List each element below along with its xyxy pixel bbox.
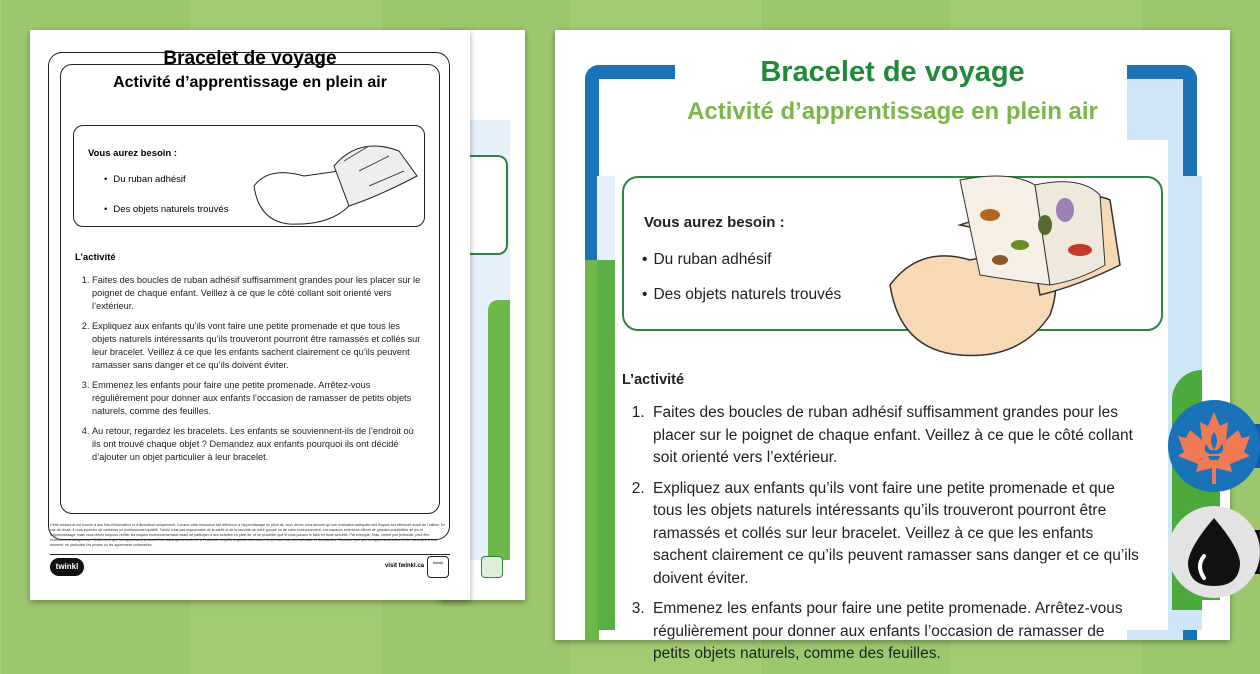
needs-heading: Vous aurez besoin : <box>88 148 178 159</box>
approved-badge-back <box>481 556 503 578</box>
wrist-bracelet-illustration <box>249 126 429 226</box>
need-item: • Du ruban adhésif <box>642 242 841 277</box>
activity-heading: L’activité <box>75 252 116 263</box>
twinkl-logo: twinkl <box>50 558 84 576</box>
step-item: 3. Emmenez les enfants pour faire une petite promenade. Arrêtez-vous régulièrement pour donner aux enfants l’occasion de ramasser de petits objets naturels, comme des feuilles. <box>92 379 421 418</box>
need-item: • Du ruban adhésif <box>104 168 228 191</box>
maple-leaf-icon <box>1168 400 1260 492</box>
step-item: 1. Faites des boucles de ruban adhésif suffisamment grandes pour les placer sur le poignet de chaque enfant. Veillez à ce que le côté collant soit orienté vers l’extérieur. <box>649 402 1145 470</box>
ink-drop-icon <box>1168 506 1260 598</box>
preview-page-bw <box>30 30 470 600</box>
page-subtitle: Activité d’apprentissage en plein air <box>113 74 387 91</box>
materials-box <box>73 125 425 227</box>
activity-heading: L’activité <box>622 372 685 388</box>
page-title: Bracelet de voyage <box>163 48 337 69</box>
page-title: Bracelet de voyage <box>760 56 1025 88</box>
approved-badge: twinkl <box>427 556 449 578</box>
page-subtitle: Activité d’apprentissage en plein air <box>687 98 1098 125</box>
visit-link[interactable]: visit twinkl.ca <box>385 563 425 569</box>
wrist-bracelet-illustration <box>880 165 1200 365</box>
need-item: • Des objets naturels trouvés <box>642 277 841 312</box>
step-item: 4. Au retour, regardez les bracelets. Les enfants se souviennent-ils de l’endroit où ils ont trouvé chaque objet ? Demandez aux enfants pourquoi ils ont décidé d’ajouter un objet particulier à leur bracelet. <box>92 425 421 464</box>
step-item: 3. Emmenez les enfants pour faire une petite promenade. Arrêtez-vous régulièrement pour donner aux enfants l’occasion de ramasser de petits objets naturels, comme des feuilles. <box>649 598 1145 666</box>
step-item: 2. Expliquez aux enfants qu’ils vont faire une petite promenade et que tous les objets naturels intéressants qu’ils trouveront pourront être ramassés et collés sur leur bracelet. Veillez à ce que les enfants sachent clairement ce qu’ils peuvent ramasser sans danger et ce qu’ils doivent éviter. <box>649 478 1145 591</box>
step-item: 1. Faites des boucles de ruban adhésif suffisamment grandes pour les placer sur le poignet de chaque enfant. Veillez à ce que le côté collant soit orienté vers l’extérieur. <box>92 274 421 313</box>
need-item: • Des objets naturels trouvés <box>104 198 228 221</box>
step-item: 2. Expliquez aux enfants qu’ils vont faire une petite promenade et que tous les objets naturels intéressants qu’ils trouveront pourront être ramassés et collés sur leur bracelet. Veillez à ce que les enfants sachent clairement ce qu’ils peuvent ramasser sans danger et ce qu’ils doivent éviter. <box>92 320 421 372</box>
needs-heading: Vous aurez besoin : <box>644 214 785 231</box>
disclaimer: Cette ressource est fournie à des fins d’information et d’illustration uniquement. Comme cette ressource fait référence à l’apprentissage en plein air, vous devez vous assurer qu’une évaluation adéquate des risques est effectuée avant de l’utiliser. En cas de doute, il vous incombe de contacter un professionnel qualifié. Twinkl n’est pas responsable de la santé et de la sécurité de votre groupe ou de votre environnement. Les espaces extérieurs offrent de grandes possibilités de jeu et d’apprentissage, mais vous devez toujours vérifier les risques environnementaux avant de participer à des activités en plein air, et ne procéder que si vous pouvez le faire en toute sécurité. Par exemple, l’eau, même peu profonde, peut être extrêmement dangereuse. Veillez à ce que les apprenants se lavent les mains après avoir été à l’extérieur et qu’ils respectent la nature, en prenant soin des animaux et des plantes. N’oubliez pas que les apprenants doivent être surveillés à tout moment, en particulier les jeunes ou les apprenants vulnérables. <box>50 523 446 547</box>
